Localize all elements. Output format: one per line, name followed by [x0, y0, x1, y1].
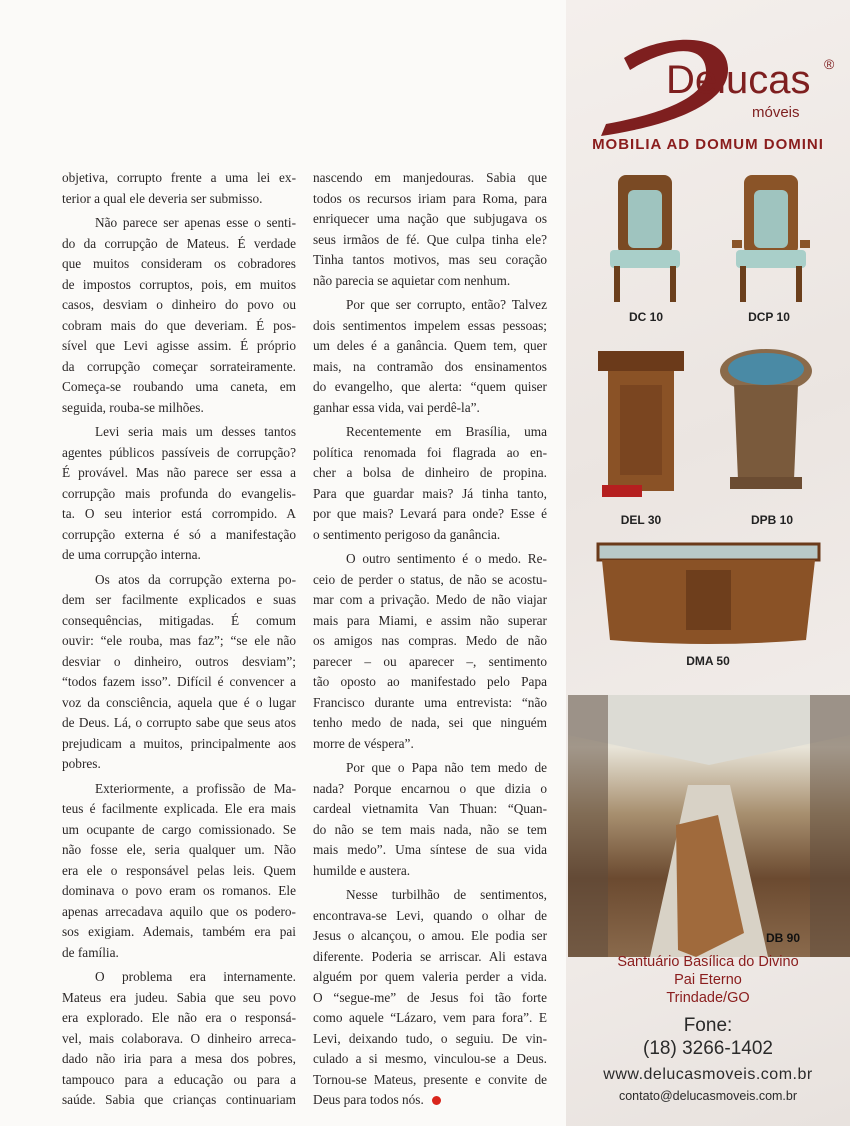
text-line: era explorado. Ele não era o responsá-	[62, 1010, 296, 1025]
text-line: Jesus o alcançou, o amou. Ele podia ser	[313, 928, 547, 943]
text-line: de impostos corruptos, pois, em muitos	[62, 276, 296, 292]
paragraph	[62, 967, 296, 1111]
text-line: por que mais? Levará para onde? Esse é	[313, 506, 547, 521]
text-line: tenho medo de nada, sei que ninguém	[313, 715, 547, 730]
text-line: cobram mais do que deveriam. É pos-	[62, 317, 296, 333]
paragraph	[62, 422, 296, 566]
text-line: dem ser facilmente explicados e suas	[62, 592, 296, 607]
paragraph	[313, 549, 547, 754]
text-line: do não se tem mais nada, não se tem	[313, 821, 547, 837]
text-line: um ocupante de cargo comissionado. Se	[62, 821, 296, 837]
brand-name: Delucas	[666, 58, 811, 102]
text-line: dois sentimentos impelem essas pessoas;	[313, 317, 547, 333]
text-line: Por que o Papa não tem medo de	[346, 760, 547, 775]
text-line: do da corrupção de Mateus. É verdade	[62, 235, 296, 251]
text-line: do evangelho, que alerta: “quem quiser	[313, 379, 547, 394]
text-line: alguém por quem valeria perder a vida.	[313, 969, 547, 984]
location-line: Pai Eterno	[674, 972, 742, 988]
text-line: Tinha tantos motivos, mas seu coração	[313, 252, 547, 267]
text-line: casos, desviam o dinheiro do povo ou	[62, 297, 296, 312]
text-line: mais, na contramão dos ensinamentos	[313, 358, 547, 374]
paragraph	[62, 570, 296, 775]
text-line: de uma corrupção interna.	[62, 547, 201, 562]
paragraph	[313, 422, 547, 545]
text-line: política renomada foi flagrada ao en-	[313, 444, 547, 460]
text-line: Exteriormente, a profissão de Ma-	[95, 780, 296, 796]
text-line: sível que Levi agisse assim. É próprio	[62, 338, 296, 353]
text-line: ganhar essa vida, vai perdê-la”.	[313, 399, 480, 415]
text-line: Levi, deixando tudo, o seguiu. De vin-	[313, 1030, 547, 1046]
text-line: diferente. Poderia se arriscar. Ali estava	[313, 948, 547, 964]
text-line: corrupção externa é só a manifestação	[62, 526, 296, 542]
article-column-1	[62, 168, 296, 1115]
text-line: dado não iria para a mesa dos pobres,	[62, 1051, 296, 1066]
chair-dc10-image	[604, 170, 686, 305]
text-line: Não parece ser apenas esse o senti-	[95, 215, 296, 230]
text-line: Começa-se roubando uma caneta, em	[62, 379, 296, 394]
paragraph	[62, 213, 296, 418]
text-line: parecer – ou aparecer –, sentimento	[313, 653, 547, 669]
text-line: ta. O seu interior está corrompido. A	[62, 506, 296, 521]
text-line: vel, mais colaborava. O dinheiro arreca-	[62, 1030, 296, 1046]
product-label: DB 90	[765, 931, 800, 945]
text-line: terior a qual ele deveria ser submisso.	[62, 190, 263, 206]
text-line: sos exigiam. Ademais, também era pai	[62, 924, 296, 939]
text-line: da corrupção começar sorrateiramente.	[62, 358, 296, 374]
brand-sub: móveis	[752, 104, 800, 121]
location-line: Trindade/GO	[666, 990, 750, 1006]
paragraph	[313, 758, 547, 881]
text-line: Francisco durante uma entrevista: “não	[313, 694, 547, 710]
text-line: ceio de perder o status, de não se acostu-	[313, 571, 547, 587]
text-line: Tornou-se Mateus, presente e convite de	[313, 1071, 547, 1087]
text-line: que muitos consideram os cobradores	[62, 256, 296, 271]
paragraph	[62, 168, 296, 209]
text-line: desviar o dinheiro, outros desviam”;	[62, 653, 296, 669]
paragraph	[313, 295, 547, 418]
text-line: voz da consciência, aquela que é o lugar	[62, 694, 296, 710]
article-column-2	[313, 168, 547, 1115]
text-line: teus é facilmente explicada. Ele era mais	[62, 801, 296, 816]
text-line: nada? Porque encarnou o que dizia o	[313, 780, 547, 796]
paragraph	[62, 779, 296, 964]
text-line: O “segue-me” de Jesus foi tão forte	[313, 989, 547, 1005]
text-line: objetiva, corrupto frente a uma lei ex-	[62, 170, 296, 185]
text-line: prejudicam a muitos, principalmente aos	[62, 735, 296, 751]
text-line: era ele o responsável pelas leis. Quem	[62, 862, 296, 878]
text-line: encontrava-se Levi, quando o olhar de	[313, 907, 547, 923]
website-link[interactable]: www.delucasmoveis.com.br	[603, 1066, 813, 1083]
text-line: o sentimento perigoso da ganância.	[313, 526, 501, 542]
paragraph	[313, 885, 547, 1111]
location-line: Santuário Basílica do Divino	[617, 954, 799, 970]
phone-number: (18) 3266-1402	[643, 1038, 773, 1059]
paragraph	[313, 168, 547, 291]
product-label: DC 10	[628, 310, 663, 324]
text-line: dominava o povo eram os romanos. Ele	[62, 883, 296, 898]
delucas-advertisement	[566, 0, 850, 1126]
text-line: Os atos da corrupção externa po-	[95, 571, 296, 587]
product-label: DMA 50	[686, 654, 730, 668]
text-line: tão oposto ao manifestado pelo Papa	[313, 674, 547, 689]
text-line: como aquele “Lázaro, vem para fora”. E	[313, 1010, 547, 1025]
text-line: de família.	[62, 944, 119, 960]
text-line: cardeal vietnamita Van Thuan: “Quan-	[313, 801, 547, 816]
text-line: seus irmãos de fé. Que culpa tinha ele?	[313, 231, 547, 247]
text-line: os amigos nas compras. Medo de não	[313, 633, 547, 648]
text-line: de Deus. Lá, o corrupto sabe que seus atos	[62, 715, 296, 730]
text-line: um deles é a ganância. Quem tem, quer	[313, 338, 547, 353]
email-link[interactable]: contato@delucasmoveis.com.br	[618, 1089, 798, 1103]
text-line: tampouco para a educação ou para a	[62, 1071, 296, 1087]
slogan: MOBILIA AD DOMUM DOMINI	[592, 136, 824, 153]
text-line: seguida, rouba-se milhões.	[62, 399, 204, 415]
text-line: corrupção mais profunda do evangelis-	[62, 485, 296, 501]
text-line: humilde e austera.	[313, 862, 411, 878]
text-line: mais medo”. Uma síntese de sua vida	[313, 842, 547, 857]
text-line: Nesse turbilhão de sentimentos,	[346, 887, 547, 902]
text-line: enriquecer uma nação que subjugava os	[313, 211, 547, 226]
text-line: É provável. Mas não parece ser essa a	[62, 465, 296, 480]
basilica-interior-photo	[568, 695, 850, 957]
text-line: mais para Miami, e assim não superar	[313, 612, 547, 628]
text-line: Para que guardar mais? Já tinha tanto,	[313, 485, 547, 501]
text-line: culado a si mesmo, vinculou-se a Deus.	[313, 1051, 547, 1066]
text-line: apenas arrecadava aquilo que os podero-	[62, 903, 296, 919]
text-line: não fosse ele, seria qualquer um. Não	[62, 842, 296, 857]
text-line: consequências, mitigadas. É comum	[62, 612, 296, 628]
text-line: todos os recursos iriam para Roma, para	[313, 190, 547, 206]
text-line: Levi seria mais um desses tantos	[95, 424, 296, 439]
text-line: Mateus era judeu. Sabia que seu povo	[62, 989, 296, 1005]
product-label: DPB 10	[750, 513, 794, 527]
text-line: O problema era internamente.	[95, 969, 296, 984]
text-line: mar com a privação. Medo de não viajar	[313, 592, 547, 607]
text-line: “todos fazem isso”. Difícil é convencer a	[62, 674, 296, 689]
text-line: agentes públicos passíveis de corrupção?	[62, 444, 296, 460]
text-line: morre de véspera”.	[313, 735, 414, 751]
text-line: Deus para todos nós.	[313, 1092, 424, 1107]
lectern-del30-image	[594, 345, 689, 505]
text-line: pobres.	[62, 756, 101, 771]
text-line: ouvir: “ele rouba, mas faz”; “se ele não	[62, 633, 296, 648]
product-label: DCP 10	[748, 310, 790, 324]
text-line: O outro sentimento é o medo. Re-	[346, 551, 547, 566]
phone-label: Fone:	[683, 1015, 733, 1036]
text-line: nascendo em manjedouras. Sabia que	[313, 170, 547, 185]
end-of-article-mark	[432, 1096, 441, 1105]
baptismal-font-dpb10-image	[716, 345, 816, 495]
registered-mark: ®	[824, 56, 835, 72]
text-line: não parecia se aquietar com nenhum.	[313, 272, 511, 288]
text-line: saúde. Sabia que crianças continuariam	[62, 1092, 296, 1107]
chair-dcp10-image	[730, 170, 812, 305]
text-line: cher a bolsa de dinheiro de propina.	[313, 465, 547, 480]
text-line: Por que ser corrupto, então? Talvez	[346, 297, 547, 312]
altar-dma50-image	[596, 540, 821, 648]
text-line: Recentemente em Brasília, uma	[346, 424, 547, 439]
product-label: DEL 30	[620, 513, 662, 527]
